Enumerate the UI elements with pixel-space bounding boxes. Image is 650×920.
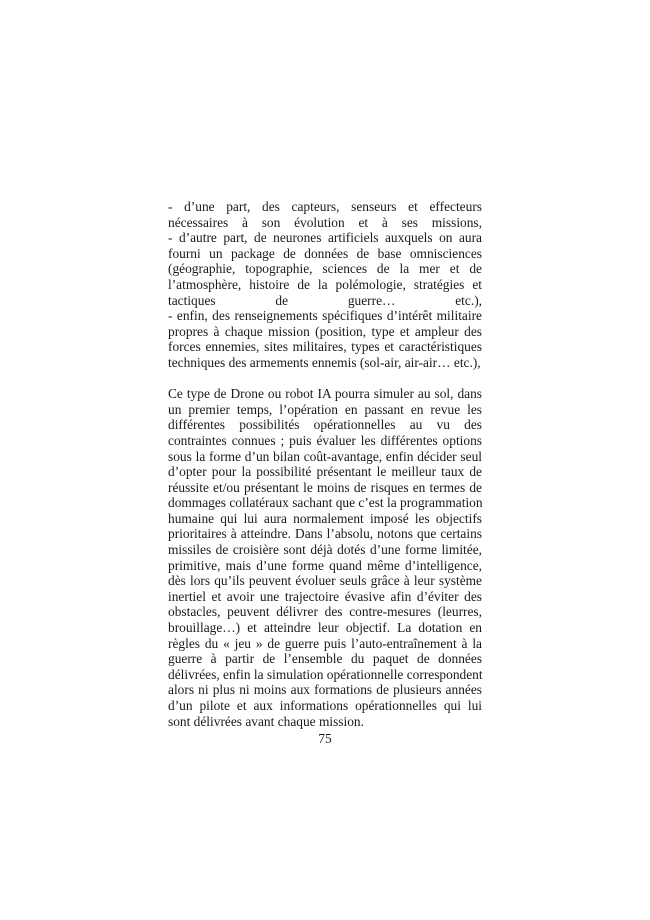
text-line: différentes possibilités opérationnelles au vu des	[168, 417, 482, 433]
text-line: d’opter pour la possibilité présentant le meilleur taux de	[168, 464, 482, 480]
text-line: - d’autre part, de neurones artificiels auxquels on aura	[168, 230, 482, 246]
text-line: primitive, mais d’une forme quand même d’intelligence,	[168, 557, 482, 573]
text-line: missiles de croisière sont déjà dotés d’une forme limitée,	[168, 542, 482, 558]
text-line: propres à chaque mission (position, type et ampleur des	[168, 323, 482, 339]
page-number: 75	[318, 731, 332, 746]
text-line: brouillage…) et atteindre leur objectif. La dotation en	[168, 620, 482, 636]
paragraph	[168, 199, 482, 371]
text-line: - d’une part, des capteurs, senseurs et effecteurs	[168, 199, 482, 214]
text-line: inertiel et avoir une trajectoire évasive afin d’éviter des	[168, 588, 482, 604]
text-line: prioritaires à atteindre. Dans l’absolu, notons que certains	[168, 526, 482, 542]
text-line: réussite et/ou présentant le moins de risques en termes de	[168, 479, 482, 495]
text-line: guerre à partir de l’ensemble du paquet de données	[168, 651, 482, 667]
text-line: alors ni plus ni moins aux formations de plusieurs années	[168, 682, 482, 698]
text-line: humaine qui lui aura normalement imposé les objectifs	[168, 510, 482, 526]
text-line: d’un pilote et aux informations opérationnelles qui lui	[168, 698, 482, 713]
text-line: règles du « jeu » de guerre puis l’auto-entraînement à la	[168, 635, 482, 651]
text-line: tactiques de guerre… etc.),	[168, 292, 482, 308]
text-line: fourni un package de données de base omnisciences	[168, 245, 482, 261]
text-line: - enfin, des renseignements spécifiques d’intérêt militaire	[168, 308, 482, 324]
text-line: Ce type de Drone ou robot IA pourra simuler au sol, dans	[168, 386, 482, 402]
text-line: forces ennemies, sites militaires, types et caractéristiques	[168, 339, 482, 355]
text-line: l’atmosphère, histoire de la polémologie, stratégies et	[168, 276, 482, 292]
text-line: techniques des armements ennemis (sol-air, air-air… etc.),	[168, 354, 481, 370]
text-line: délivrées, enfin la simulation opérationnelle correspondent	[168, 666, 483, 682]
text-line: dès lors qu’ils peuvent évoluer seuls grâce à leur système	[168, 573, 482, 589]
paragraph	[168, 386, 482, 729]
text-line: nécessaires à son évolution et à ses missions,	[168, 214, 482, 230]
page-body	[168, 199, 482, 729]
text-line: sous la forme d’un bilan coût-avantage, enfin décider seul	[168, 448, 482, 464]
text-line: contraintes connues ; puis évaluer les différentes options	[168, 432, 482, 448]
text-line: obstacles, peuvent délivrer des contre-mesures (leurres,	[168, 604, 482, 620]
text-line: un premier temps, l’opération en passant en revue les	[168, 401, 482, 417]
text-line: sont délivrées avant chaque mission.	[168, 713, 364, 729]
text-line: (géographie, topographie, sciences de la mer et de	[168, 261, 482, 277]
text-line: dommages collatéraux sachant que c’est la programmation	[168, 495, 483, 511]
paragraph-gap	[168, 371, 482, 387]
